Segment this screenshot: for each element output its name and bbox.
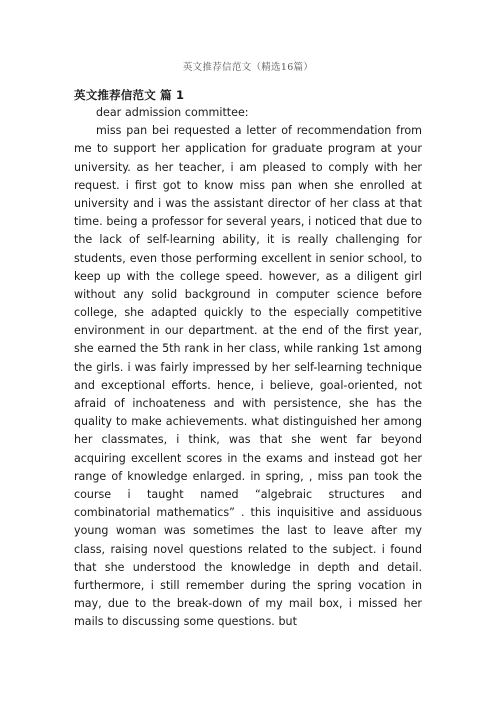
salutation: dear admission committee: bbox=[96, 106, 249, 119]
article-body bbox=[74, 86, 422, 631]
article-title: 英文推荐信范文 篇 1 bbox=[74, 88, 185, 102]
body-paragraph: miss pan bei requested a letter of recommendation from me to support her application for graduate program at your university. as her teacher, i am pleased to comply with her request. i first got to know miss pan when she enrolled at university and i was the assistant director of her class at that time. being a professor for several years, i noticed that due to the lack of self-learning ability, it is really challenging for students, even those performing excellent in senior school, to keep up with the college speed. however, as a diligent girl without any solid background in computer science before college, she adapted quickly to the especially competitive environment in our department. at the end of the first year, she earned the 5th rank in her class, while ranking 1st among the girls. i was fairly impressed by her self-learning technique and exceptional efforts. hence, i believe, goal-oriented, not afraid of inchoateness and with persistence, she has the quality to make achievements. what distinguished her among her classmates, i think, was that she went far beyond acquiring excellent scores in the exams and instead got her range of knowledge enlarged. in spring, , miss pan took the course i taught named “algebraic structures and combinatorial mathematics” . this inquisitive and assiduous young woman was sometimes the last to leave after my class, raising novel questions related to the subject. i found that she understood the knowledge in depth and detail. furthermore, i still remember during the spring vocation in may, due to the break-down of my mail box, i missed her mails to discussing some questions. but bbox=[74, 124, 422, 629]
page-header: 英文推荐信范文（精选16篇） bbox=[182, 62, 314, 73]
